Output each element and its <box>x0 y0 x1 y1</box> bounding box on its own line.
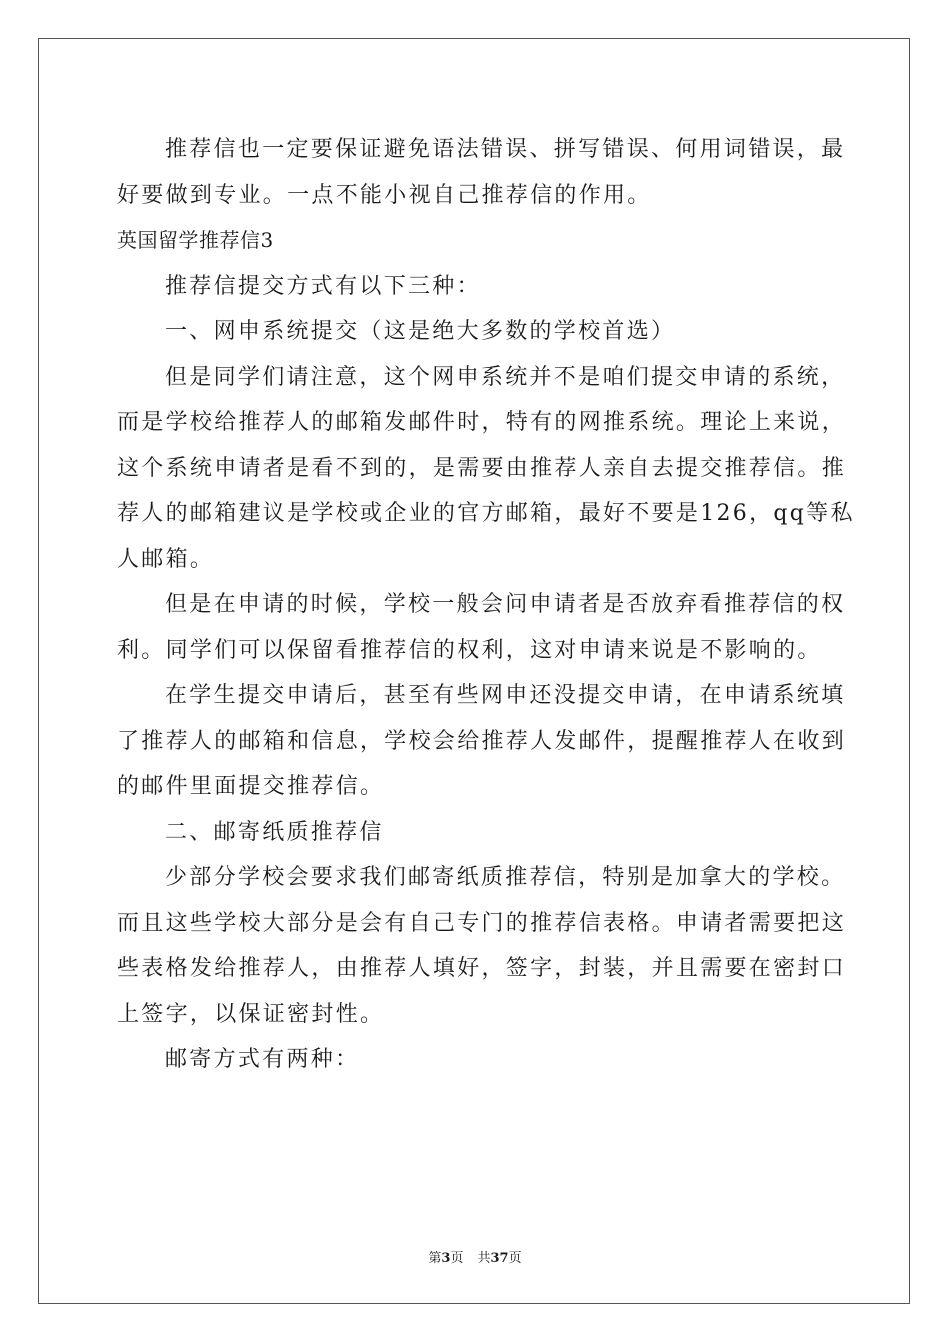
paragraph-line: 而且这些学校大部分是会有自己专门的推荐信表格。申请者需要把这 <box>117 910 847 936</box>
total-pages: 37 <box>490 1251 509 1266</box>
subheading-line: 二、邮寄纸质推荐信 <box>165 819 384 845</box>
subheading-line: 一、网申系统提交（这是绝大多数的学校首选） <box>165 319 676 344</box>
paragraph-line: 邮寄方式有两种： <box>165 1047 360 1072</box>
paragraph-line: 但是同学们请注意，这个网申系统并不是咱们提交申请的系统， <box>165 364 846 390</box>
page-prefix: 第 <box>428 1251 442 1266</box>
section-heading: 英国留学推荐信3 <box>117 228 274 252</box>
total-suffix: 页 <box>508 1251 522 1266</box>
paragraph-line: 利。同学们可以保留看推荐信的权利，这对申请来说是不影响的。 <box>117 637 822 663</box>
paragraph-line: 推荐信也一定要保证避免语法错误、拼写错误、何用词错误，最 <box>165 137 846 162</box>
total-prefix: 共 <box>477 1251 491 1266</box>
paragraph-line: 好要做到专业。一点不能小视自己推荐信的作用。 <box>117 182 652 208</box>
page-suffix: 页 <box>450 1251 464 1266</box>
page-number: 3 <box>441 1251 451 1266</box>
paragraph-line: 这个系统申请者是看不到的，是需要由推荐人亲自去提交推荐信。推 <box>117 455 847 481</box>
paragraph-line: 人邮箱。 <box>117 546 215 572</box>
paragraph-line: 推荐信提交方式有以下三种： <box>165 273 481 299</box>
paragraph-line: 荐人的邮箱建议是学校或企业的官方邮箱，最好不要是126，qq等私 <box>117 501 855 526</box>
paragraph-line: 而是学校给推荐人的邮箱发邮件时，特有的网推系统。理论上来说， <box>117 410 847 435</box>
page-footer <box>0 1247 950 1266</box>
paragraph-line: 些表格发给推荐人，由推荐人填好，签字，封装，并且需要在密封口 <box>117 956 847 981</box>
paragraph-line: 但是在申请的时候，学校一般会问申请者是否放弃看推荐信的权 <box>165 592 846 617</box>
paragraph-line: 的邮件里面提交推荐信。 <box>117 774 385 799</box>
paragraph-line: 了推荐人的邮箱和信息，学校会给推荐人发邮件，提醒推荐人在收到 <box>117 728 847 754</box>
document-body <box>117 127 855 1083</box>
paragraph-line: 上签字，以保证密封性。 <box>117 1001 385 1027</box>
paragraph-line: 少部分学校会要求我们邮寄纸质推荐信，特别是加拿大的学校。 <box>165 865 846 890</box>
paragraph-line: 在学生提交申请后，甚至有些网申还没提交申请，在申请系统填 <box>165 683 846 708</box>
